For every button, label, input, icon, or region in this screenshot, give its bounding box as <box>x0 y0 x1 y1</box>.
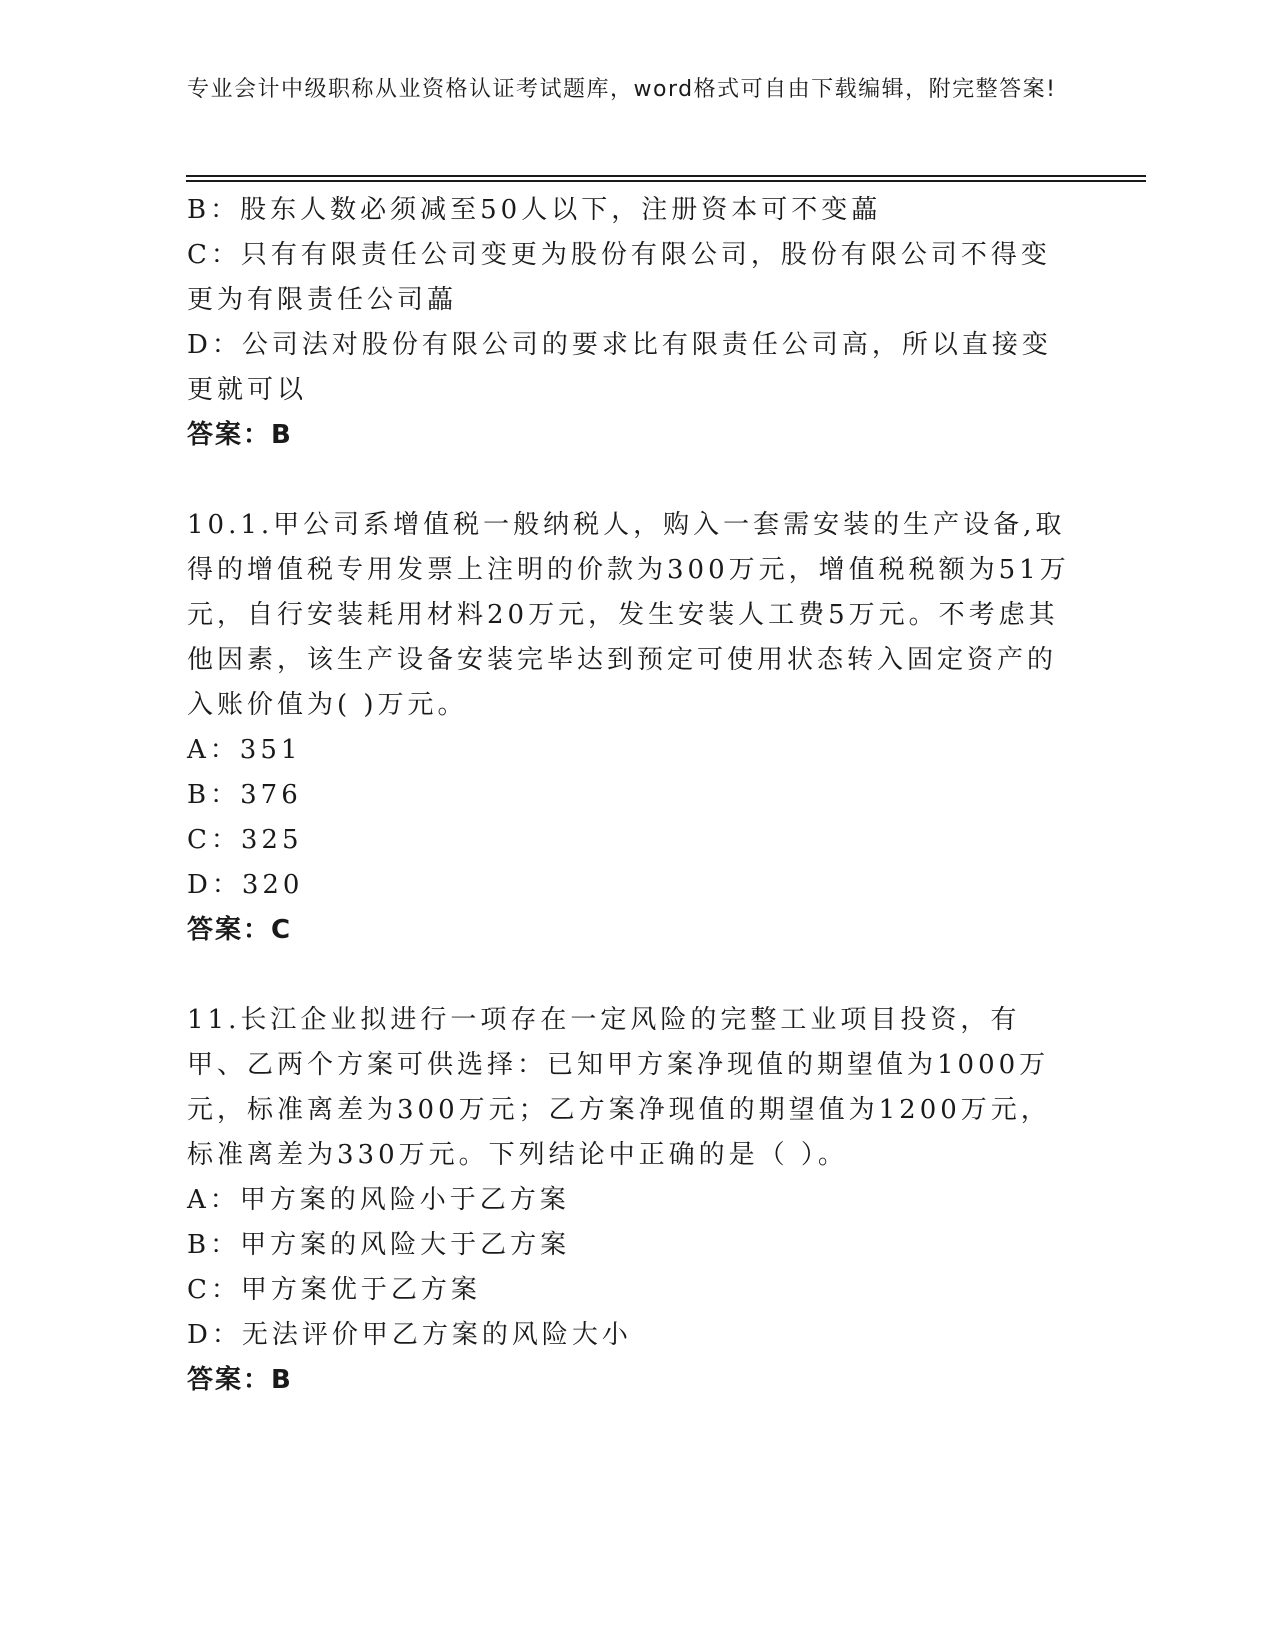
spacer <box>187 458 1077 503</box>
prev-question <box>187 188 1077 458</box>
option-c: C：甲方案优于乙方案 <box>187 1275 481 1305</box>
header-divider-bottom <box>186 180 1146 182</box>
option-d: D：公司法对股份有限公司的要求比有限责任公司高，所以直接变更就可以 <box>187 330 1052 405</box>
option-c: C：325 <box>187 825 303 855</box>
option-d: D：无法评价甲乙方案的风险大小 <box>187 1320 632 1350</box>
question-stem: 10.1.甲公司系增值税一般纳税人，购入一套需安装的生产设备,取得的增值税专用发票上注明的价款为300万元，增值税税额为51万元，自行安装耗用材料20万元，发生安装人工费5万元。不考虑其他因素，该生产设备安装完毕达到预定可使用状态转入固定资产的入账价值为( )万元。 <box>187 510 1070 720</box>
option-a: A：351 <box>187 735 302 765</box>
option-b: B：376 <box>187 780 302 810</box>
option-a: A：甲方案的风险小于乙方案 <box>187 1185 570 1215</box>
answer: 答案：B <box>187 1365 293 1395</box>
answer: 答案：C <box>187 915 293 945</box>
question-11 <box>187 998 1077 1403</box>
header-divider-top <box>186 175 1146 177</box>
question-10 <box>187 503 1077 953</box>
answer: 答案：B <box>187 420 293 450</box>
question-content <box>187 188 1077 1403</box>
option-d: D：320 <box>187 870 304 900</box>
option-b: B：股东人数必须减至50人以下，注册资本可不变藟 <box>187 195 882 225</box>
document-header: 专业会计中级职称从业资格认证考试题库，word格式可自由下载编辑，附完整答案! <box>187 77 1057 102</box>
question-stem: 11.长江企业拟进行一项存在一定风险的完整工业项目投资，有甲、乙两个方案可供选择：已知甲方案净现值的期望值为1000万元，标准离差为300万元；乙方案净现值的期望值为1200万元，标准离差为330万元。下列结论中正确的是（ ）。 <box>187 1005 1051 1170</box>
option-c: C：只有有限责任公司变更为股份有限公司，股份有限公司不得变更为有限责任公司藟 <box>187 240 1051 315</box>
option-b: B：甲方案的风险大于乙方案 <box>187 1230 571 1260</box>
spacer <box>187 953 1077 998</box>
